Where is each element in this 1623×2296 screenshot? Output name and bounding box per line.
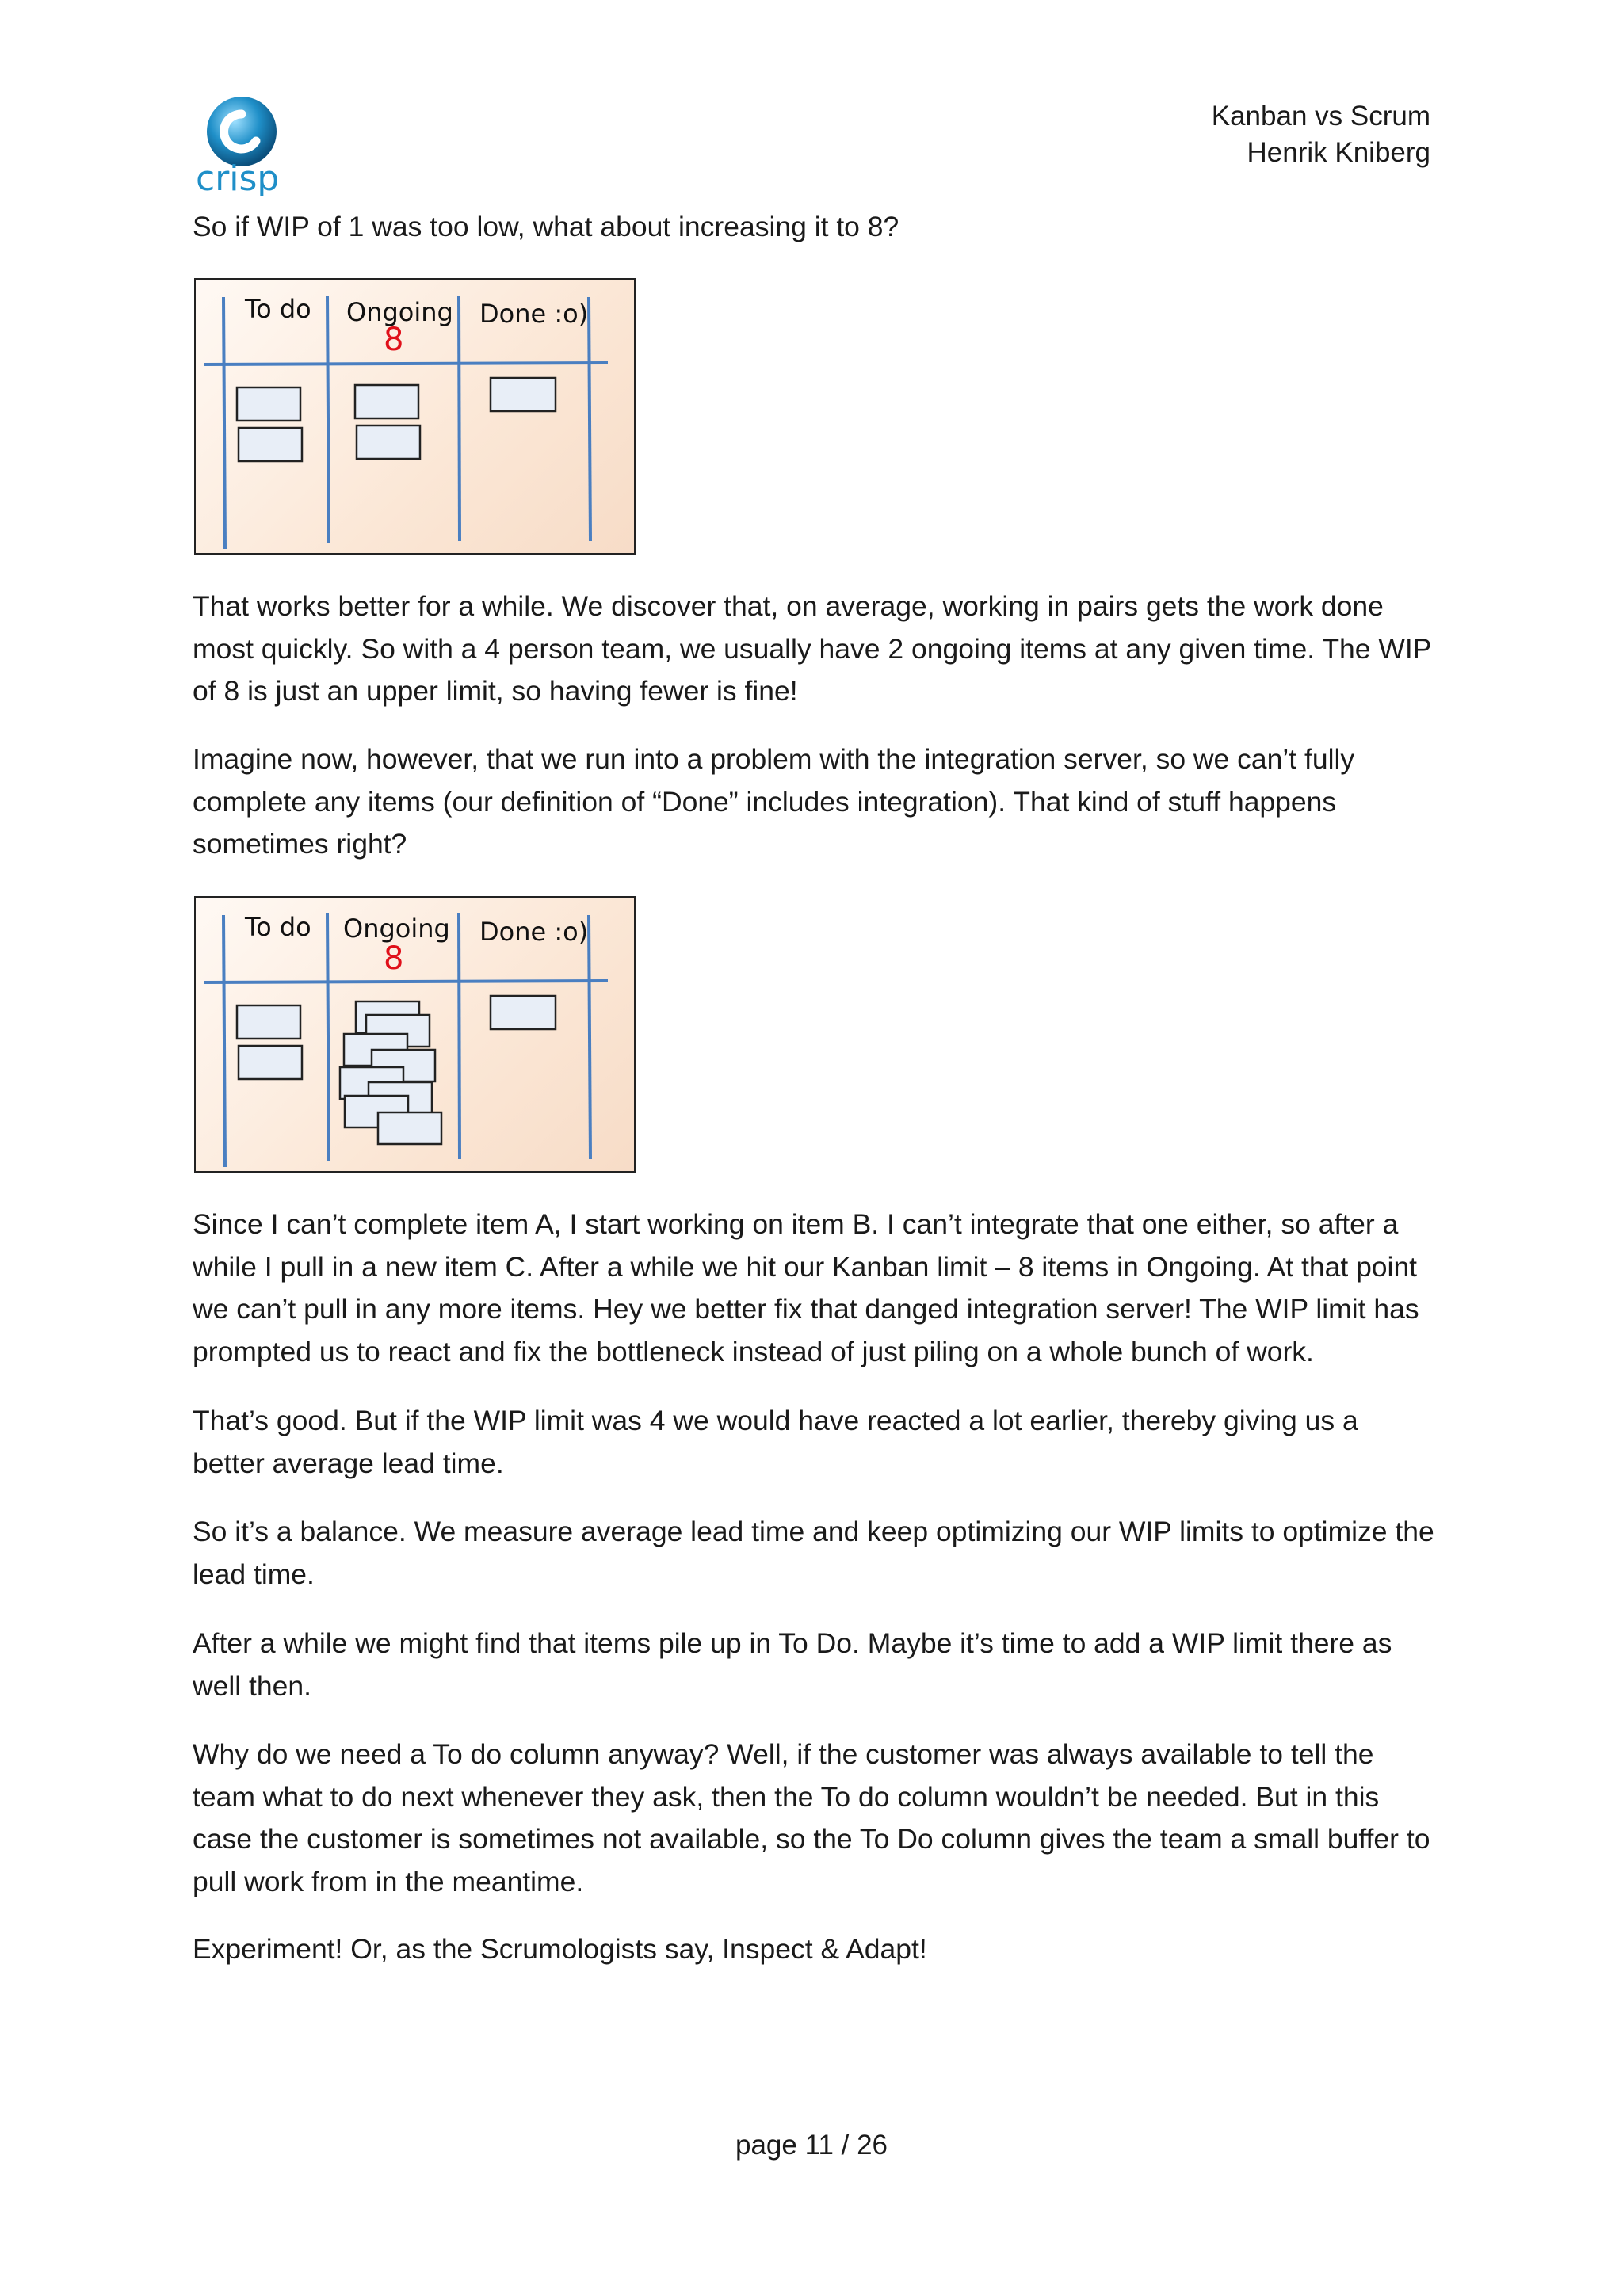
column-label-todo: To do (245, 294, 311, 324)
ongoing-card (357, 425, 420, 459)
wip-limit-number: 8 (384, 322, 404, 358)
logo-text: crisp (196, 158, 280, 196)
todo-card (239, 1046, 302, 1079)
ongoing-card (355, 385, 418, 418)
column-label-todo: To do (245, 912, 311, 942)
column-label-ongoing: Ongoing (343, 913, 450, 944)
todo-card (237, 1005, 300, 1039)
paragraph-3: Imagine now, however, that we run into a problem with the integration server, so we can’t fully complete any items (our definition of “Done” includes integration). That kind of stuff happens sometimes right? (193, 743, 1355, 860)
paragraph-8: Why do we need a To do column anyway? Well, if the customer was always available to tell the team what to do next whenever they ask, then the To do column wouldn’t be needed. But in this case the customer is sometimes not available, so the To Do column gives the team a small buffer to pull work from in the meantime. (193, 1738, 1430, 1897)
kanban-board-1 (194, 278, 636, 555)
ongoing-card (378, 1112, 441, 1144)
wip-limit-number: 8 (384, 940, 404, 977)
column-label-done: Done :o) (479, 917, 589, 947)
document-author: Henrik Kniberg (1247, 137, 1430, 168)
crisp-logo (193, 93, 296, 196)
column-label-ongoing: Ongoing (346, 297, 453, 327)
running-header (1212, 98, 1430, 171)
todo-card (237, 387, 300, 421)
paragraph-7: After a while we might find that items pile up in To Do. Maybe it’s time to add a WIP limit there as well then. (193, 1627, 1392, 1702)
paragraph-1: So if WIP of 1 was too low, what about increasing it to 8? (193, 211, 899, 242)
done-card (491, 378, 556, 411)
paragraph-9: Experiment! Or, as the Scrumologists say, Inspect & Adapt! (193, 1933, 927, 1965)
paragraph-5: That’s good. But if the WIP limit was 4 we would have reacted a lot earlier, thereby giving us a better average lead time. (193, 1405, 1358, 1479)
todo-card (239, 428, 302, 461)
paragraph-6: So it’s a balance. We measure average lead time and keep optimizing our WIP limits to optimize the lead time. (193, 1516, 1434, 1590)
paragraph-2: That works better for a while. We discover that, on average, working in pairs gets the work done most quickly. So with a 4 person team, we usually have 2 ongoing items at any given time. The WIP of 8 is just an upper limit, so having fewer is fine! (193, 590, 1431, 707)
kanban-board-2 (194, 896, 636, 1173)
paragraph-4: Since I can’t complete item A, I start working on item B. I can’t integrate that one either, so after a while I pull in a new item C. After a while we hit our Kanban limit – 8 items in Ongoing. At that point we can’t pull in any more items. Hey we better fix that danged integration server! The WIP limit has prompted us to react and fix the bottleneck instead of just piling on a whole bunch of work. (193, 1208, 1419, 1367)
page-number: page 11 / 26 (735, 2130, 888, 2161)
document-title: Kanban vs Scrum (1211, 101, 1430, 132)
column-label-done: Done :o) (479, 299, 589, 329)
done-card (491, 996, 556, 1029)
